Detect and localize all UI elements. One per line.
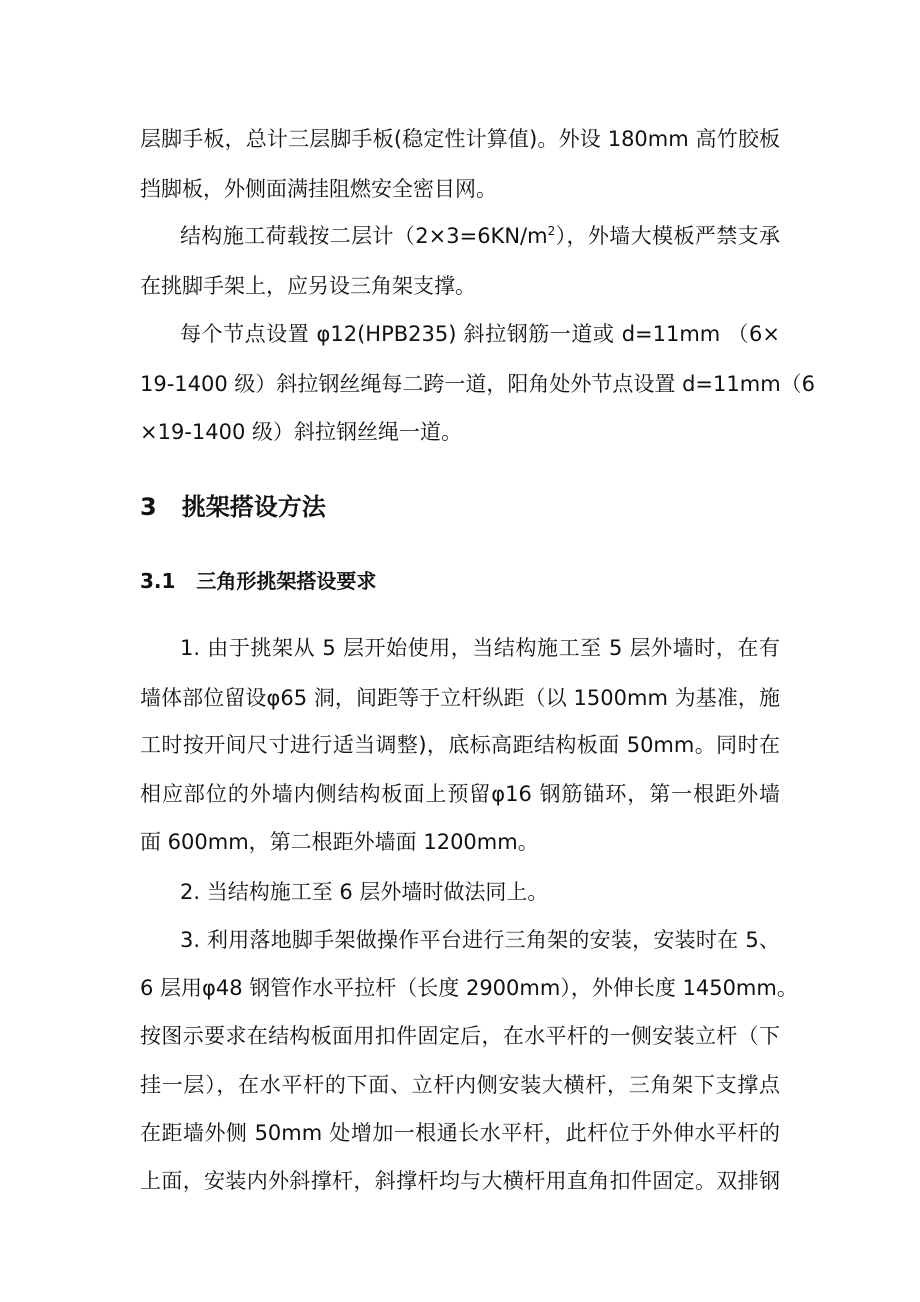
paragraph-2-line-1 <box>180 222 780 250</box>
superscript-2: 2 <box>547 224 556 238</box>
subsection-number: 3.1 <box>140 569 176 593</box>
paragraph-3-line-1: 每个节点设置 φ12(HPB235) 斜拉钢筋一道或 d=11mm （6× <box>180 322 780 346</box>
item-1-line-4: 相应部位的外墙内侧结构板面上预留φ16 钢筋锚环，第一根距外墙 <box>140 782 780 806</box>
item-3-line-2: 6 层用φ48 钢管作水平拉杆（长度 2900mm），外伸长度 1450mm。 <box>140 976 798 1000</box>
item-1-line-3: 工时按开间尺寸进行适当调整)，底标高距结构板面 50mm。同时在 <box>140 733 780 757</box>
paragraph-2-line-1-text-a: 结构施工荷载按二层计（2×3=6KN/m <box>180 224 548 248</box>
item-2-line-1: 2. 当结构施工至 6 层外墙时做法同上。 <box>180 880 549 904</box>
subsection-title: 三角形挑架搭设要求 <box>196 569 377 593</box>
item-3-line-4: 挂一层），在水平杆的下面、立杆内侧安装大横杆，三角架下支撑点 <box>140 1073 780 1097</box>
section-heading <box>140 487 326 522</box>
paragraph-2-line-1-text-b: ），外墙大模板严禁支承 <box>555 224 780 248</box>
item-3-line-6: 上面，安装内外斜撑杆，斜撑杆均与大横杆用直角扣件固定。双排钢 <box>140 1169 780 1193</box>
paragraph-1-line-2: 挡脚板，外侧面满挂阻燃安全密目网。 <box>140 177 497 201</box>
item-1-line-1: 1. 由于挑架从 5 层开始使用，当结构施工至 5 层外墙时，在有 <box>180 636 780 660</box>
paragraph-1-line-1: 层脚手板，总计三层脚手板(稳定性计算值)。外设 180mm 高竹胶板 <box>140 127 780 151</box>
item-3-line-1: 3. 利用落地脚手架做操作平台进行三角架的安装，安装时在 5、 <box>180 928 780 952</box>
paragraph-3-line-3: ×19-1400 级）斜拉钢丝绳一道。 <box>140 420 463 444</box>
section-title: 挑架搭设方法 <box>181 493 326 521</box>
item-3-line-5: 在距墙外侧 50mm 处增加一根通长水平杆，此杆位于外伸水平杆的 <box>140 1121 780 1145</box>
section-number: 3 <box>140 493 157 521</box>
item-1-line-5: 面 600mm，第二根距外墙面 1200mm。 <box>140 830 539 854</box>
subsection-heading <box>140 565 376 594</box>
item-3-line-3: 按图示要求在结构板面用扣件固定后，在水平杆的一侧安装立杆（下 <box>140 1024 780 1048</box>
paragraph-3-line-2: 19-1400 级）斜拉钢丝绳每二跨一道，阳角处外节点设置 d=11mm（6 <box>140 372 816 396</box>
item-1-line-2: 墙体部位留设φ65 洞，间距等于立杆纵距（以 1500mm 为基准，施 <box>140 686 780 710</box>
paragraph-2-line-2: 在挑脚手架上，应另设三角架支撑。 <box>140 274 476 298</box>
